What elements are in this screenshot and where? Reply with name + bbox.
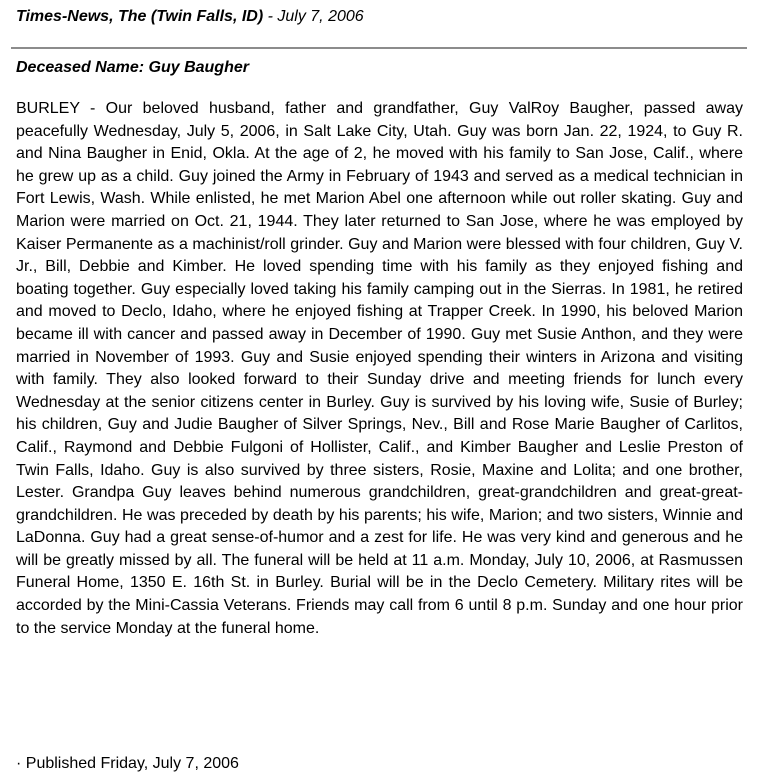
published-date: · Published Friday, July 7, 2006 [16,755,239,772]
publication-source: Times-News, The (Twin Falls, ID) [16,8,264,25]
publication-date: July 7, 2006 [277,8,364,25]
obituary-text: BURLEY - Our beloved husband, father and grandfather, Guy ValRoy Baugher, passed away peacefully Wednesday, July 5, 2006, in Salt Lake City, Utah. Guy was born Jan. 22, 1924, to Guy R. and Nina Baugher in Enid, Okla. At the age of 2, he moved with his family to San Jose, Calif., where he grew up as a child. Guy joined the Army in February of 1943 and served as a medical technician in Fort Lewis, Wash. While enlisted, he met Marion Abel one afternoon while out roller skating. Guy and Marion were married on Oct. 21, 1944. They later returned to San Jose, where he was employed by Kaiser Permanente as a machinist/roll grinder. Guy and Marion were blessed with four children, Guy V. Jr., Bill, Debbie and Kimber. He loved spending time with his family as they enjoyed fishing and boating together. Guy especially loved taking his family camping out in the Sierras. In 1981, he retired and moved to Declo, Idaho, where he enjoyed fishing at Trapper Creek. In 1990, his beloved Marion became ill with cancer and passed away in December of 1990. Guy met Susie Anthon, and they were married in November of 1993. Guy and Susie enjoyed spending their winters in Arizona and visiting with family. They also looked forward to their Sunday drive and meeting friends for lunch every Wednesday at the senior citizens center in Burley. Guy is survived by his loving wife, Susie of Burley; his children, Guy and Judie Baugher of Silver Springs, Nev., Bill and Rose Marie Baugher of Carlitos, Calif., Raymond and Debbie Fulgoni of Hollister, Calif., and Kimber Baugher and Leslie Preston of Twin Falls, Idaho. Guy is also survived by three sisters, Rosie, Maxine and Lolita; and one brother, Lester. Grandpa Guy leaves behind numerous grandchildren, great-grandchildren and great-great-grandchildren. He was preceded by death by his parents; his wife, Marion; and two sisters, Winnie and LaDonna. Guy had a great sense-of-humor and a zest for life. He was very kind and generous and he will be greatly missed by all. The funeral will be held at 11 a.m. Monday, July 10, 2006, at Rasmussen Funeral Home, 1350 E. 16th St. in Burley. Burial will be in the Declo Cemetery. Military rites will be accorded by the Mini-Cassia Veterans. Friends may call from 6 until 8 p.m. Sunday and one hour prior to the service Monday at the funeral home. [16,100,743,637]
deceased-name: Deceased Name: Guy Baugher [16,59,249,76]
publication-header [16,7,364,27]
header-divider [11,47,747,49]
header-separator: - [263,8,278,25]
